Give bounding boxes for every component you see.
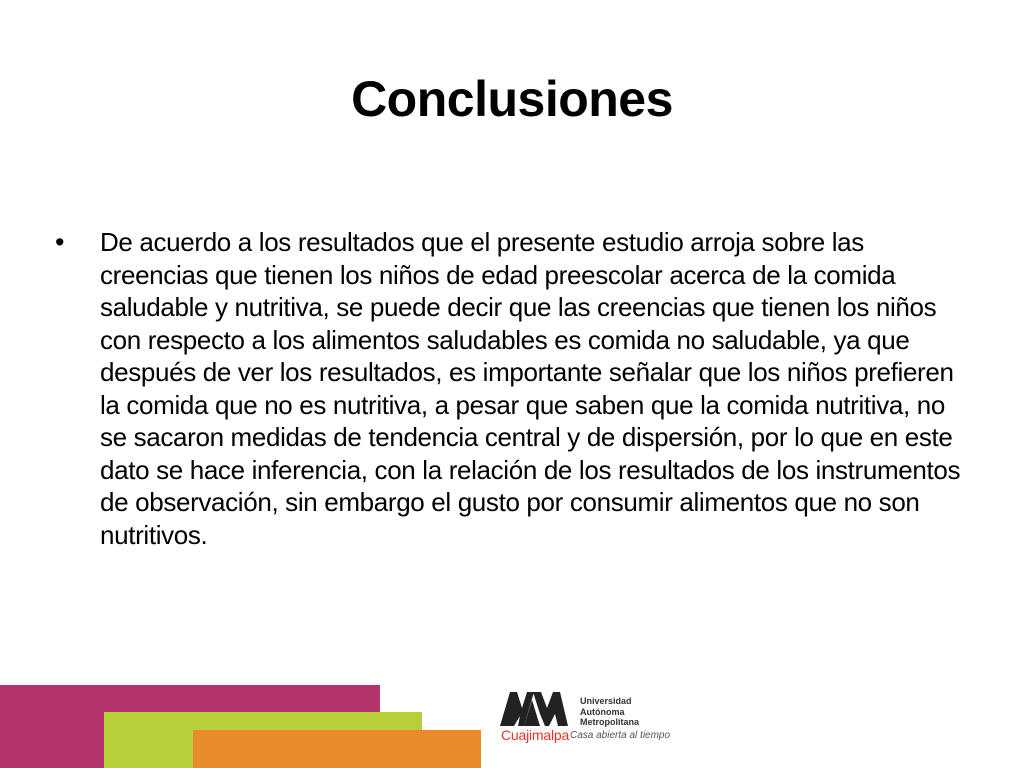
bullet-list [55, 226, 975, 551]
uam-logo-mark-icon [500, 686, 568, 726]
logo-name-line: Metropolitana [580, 717, 640, 727]
footer-band-orange [193, 730, 481, 768]
slide-title: Conclusiones [351, 71, 673, 127]
footer [0, 672, 1024, 768]
bullet-dot-icon: • [55, 227, 65, 257]
logo-name-line: Universidad [580, 696, 632, 706]
logo-university-name [580, 696, 639, 728]
logo-name-line: Autónoma [580, 706, 625, 717]
logo-campus-text: Cuajimalpa [501, 727, 570, 743]
university-logo [498, 682, 698, 752]
bullet-item [55, 226, 975, 551]
bullet-text: De acuerdo a los resultados que el presente estudio arroja sobre las creencias que tienen los niños de edad preescolar acerca de la comida saludable y nutritiva, se puede decir que las creencias que tienen los niños con respecto a los alimentos saludables es comida no saludable, ya que después de ver los resultados, es importante señalar que los niños prefieren la comida que no es nutritiva, a pesar que saben que la comida nutritiva, no se sacaron medidas de tendencia central y de dispersión, por lo que en este dato se hace inferencia, con la relación de los resultados de los instrumentos de observación, sin embargo el gusto por consumir alimentos que no son nutritivos. [100, 227, 961, 550]
logo-motto: Casa abierta al tiempo [570, 730, 671, 741]
